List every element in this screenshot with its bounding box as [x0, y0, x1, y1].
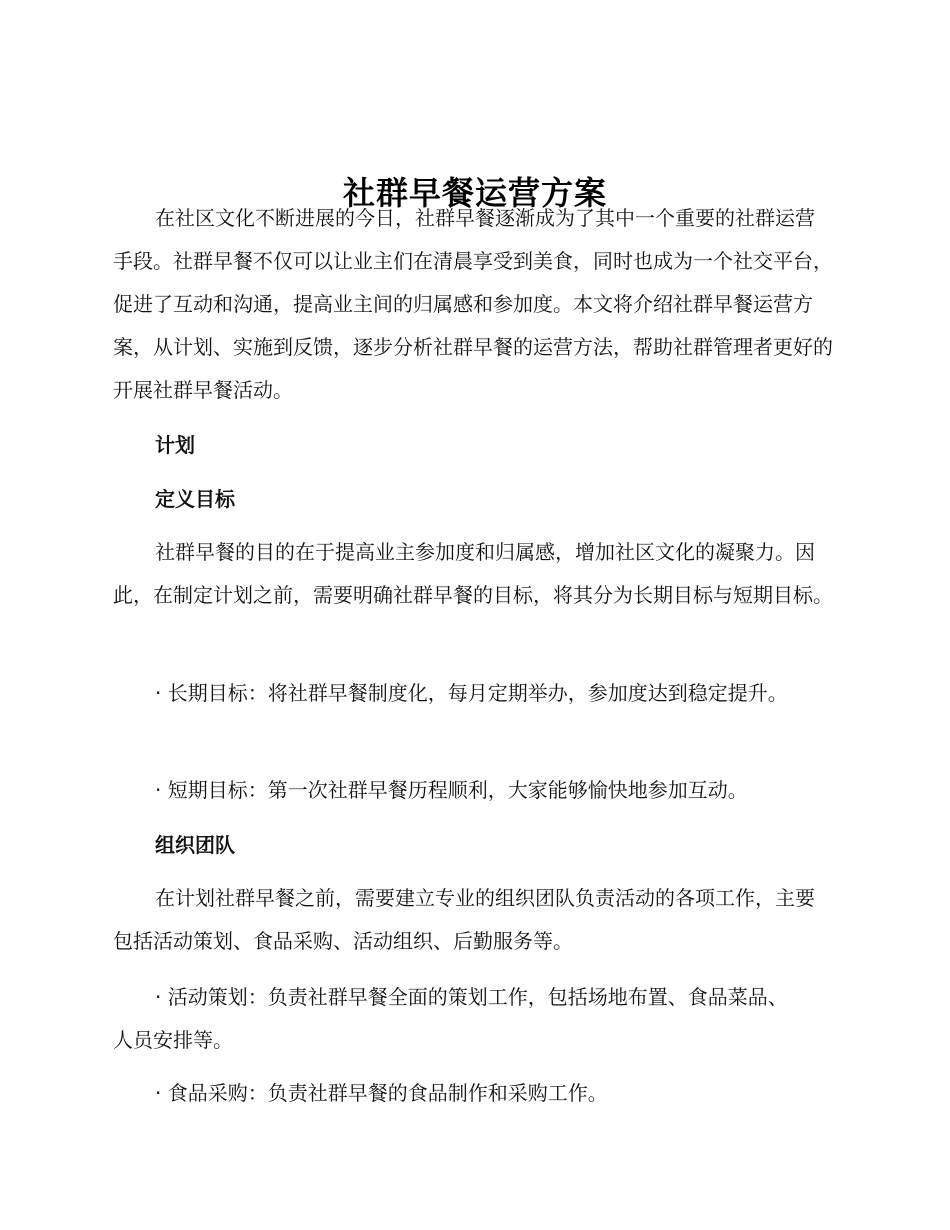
- bullet-activity-planning: · 活动策划：负责社群早餐全面的策划工作，包括场地布置、食品菜品、人员安排等。: [113, 985, 788, 1052]
- bullet-short-term-goal: · 短期目标：第一次社群早餐历程顺利，大家能够愉快地参加互动。: [155, 778, 748, 802]
- section-heading-plan: 计划: [155, 433, 195, 457]
- bullet-food-purchasing: · 食品采购：负责社群早餐的食品制作和采购工作。: [155, 1081, 608, 1105]
- bullet-long-term-goal: · 长期目标：将社群早餐制度化，每月定期举办，参加度达到稳定提升。: [155, 681, 788, 705]
- goals-paragraph: 社群早餐的目的在于提高业主参加度和归属感，增加社区文化的凝聚力。因此，在制定计划之前，需要明确社群早餐的目标，将其分为长期目标与短期目标。: [113, 540, 833, 607]
- team-paragraph: 在计划社群早餐之前，需要建立专业的组织团队负责活动的各项工作，主要包括活动策划、食品采购、活动组织、后勤服务等。: [113, 886, 815, 953]
- intro-paragraph: 在社区文化不断进展的今日，社群早餐逐渐成为了其中一个重要的社群运营手段。社群早餐不仅可以让业主们在清晨享受到美食，同时也成为一个社交平台，促进了互动和沟通，提高业主间的归属感和参加度。本文将介绍社群早餐运营方案，从计划、实施到反馈，逐步分析社群早餐的运营方法，帮助社群管理者更好的开展社群早餐活动。: [113, 206, 833, 402]
- subheading-define-goals: 定义目标: [155, 487, 235, 511]
- subheading-organize-team: 组织团队: [155, 833, 235, 857]
- document-title: 社群早餐运营方案: [342, 174, 607, 213]
